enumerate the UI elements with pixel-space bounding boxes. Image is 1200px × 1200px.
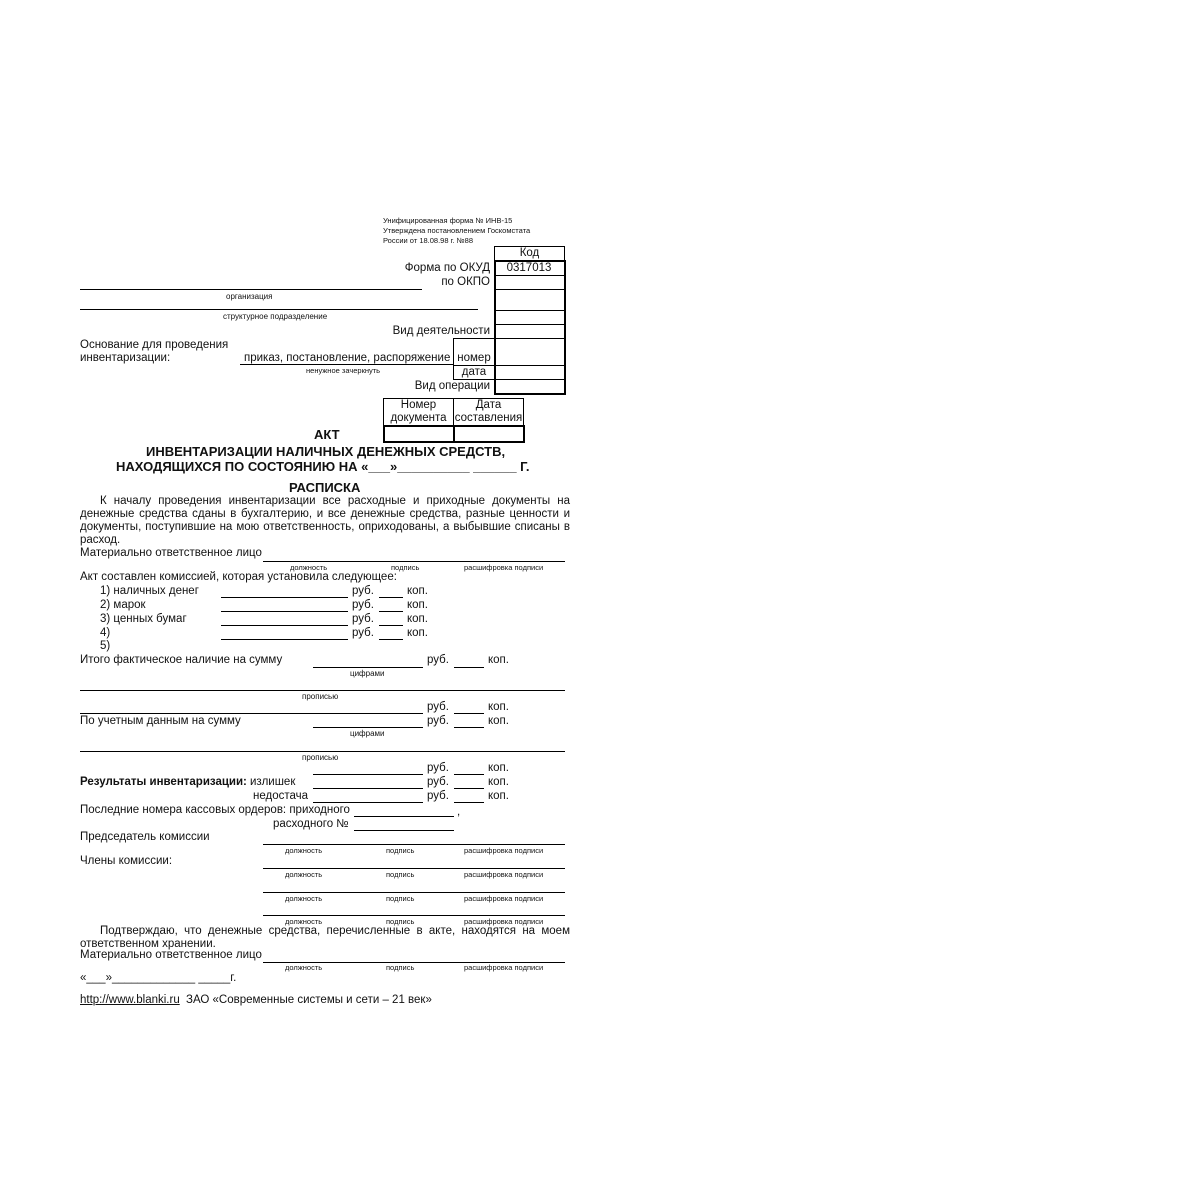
activity-type-label: Вид деятельности xyxy=(392,325,490,337)
code-row-divider xyxy=(496,365,564,366)
signature-caption: подпись xyxy=(386,870,415,879)
surplus-kop-line xyxy=(454,788,484,789)
expense-order-line xyxy=(354,830,454,831)
shortage-rub-line xyxy=(313,802,423,803)
income-order-line xyxy=(354,816,454,817)
code-row-divider xyxy=(496,310,564,311)
basis-label-line1: Основание для проведения xyxy=(80,339,229,351)
form-header-line1: Унифицированная форма № ИНВ-15 xyxy=(383,216,513,225)
fact-total-label: Итого фактическое наличие на сумму xyxy=(80,654,283,666)
basis-number-label: номер xyxy=(457,352,491,364)
basis-value: приказ, постановление, распоряжение xyxy=(244,352,451,364)
position-caption: должность xyxy=(290,563,328,572)
okpo-label: по ОКПО xyxy=(441,276,490,288)
words-caption: прописью xyxy=(302,692,339,701)
fact-words-line xyxy=(80,690,565,691)
item-rub-line xyxy=(221,625,348,626)
kop-label: коп. xyxy=(488,654,509,666)
decode-caption: расшифровка подписи xyxy=(464,894,544,903)
form-header-line2: Утверждена постановлением Госкомстата xyxy=(383,226,531,235)
act-title: АКТ xyxy=(314,427,340,442)
code-row-divider xyxy=(496,379,564,380)
item-kop-line xyxy=(379,611,403,612)
rub-label: руб. xyxy=(352,613,374,625)
shortage-kop-line xyxy=(454,802,484,803)
item-rub-line xyxy=(221,611,348,612)
commission-intro: Акт составлен комиссией, которая установила следующее: xyxy=(80,571,397,583)
member-signature-line xyxy=(263,915,565,916)
kod-header: Код xyxy=(519,247,540,259)
doc-date-label-2: составления xyxy=(454,412,523,424)
item-kop-line xyxy=(379,597,403,598)
item-securities-label: 3) ценных бумаг xyxy=(100,613,187,625)
account-words-line xyxy=(80,751,565,752)
rub-label: руб. xyxy=(352,627,374,639)
signature-caption: подпись xyxy=(386,846,415,855)
digits-caption: цифрами xyxy=(350,729,385,738)
department-line xyxy=(80,309,478,310)
position-caption: должность xyxy=(285,870,323,879)
item-kop-line xyxy=(379,639,403,640)
item-stamps-label: 2) марок xyxy=(100,599,146,611)
kop-label: коп. xyxy=(407,613,428,625)
kop-label: коп. xyxy=(407,599,428,611)
footer-link[interactable]: http://www.blanki.ru xyxy=(80,994,180,1006)
doc-number-label-2: документа xyxy=(390,412,447,424)
kop-label: коп. xyxy=(488,715,509,727)
rub-label: руб. xyxy=(427,654,449,666)
decode-caption: расшифровка подписи xyxy=(464,563,544,572)
code-row-divider xyxy=(496,324,564,325)
item-rub-line xyxy=(221,639,348,640)
account-kop-line xyxy=(454,727,484,728)
kop-label: коп. xyxy=(488,776,509,788)
code-row-divider xyxy=(496,275,564,276)
chairman-signature-line xyxy=(263,844,565,845)
chairman-label: Председатель комиссии xyxy=(80,831,210,843)
decode-caption: расшифровка подписи xyxy=(464,870,544,879)
signature-caption: подпись xyxy=(386,917,415,926)
position-caption: должность xyxy=(285,894,323,903)
signature-caption: подпись xyxy=(386,963,415,972)
doc-date-label-1: Дата xyxy=(475,399,502,411)
rub-label: руб. xyxy=(427,762,449,774)
fact-words-kop-line xyxy=(454,713,484,714)
organization-line xyxy=(80,289,422,290)
rub-label: руб. xyxy=(427,776,449,788)
footer-company: ЗАО «Современные системы и сети – 21 век» xyxy=(186,994,432,1006)
item-5-label: 5) xyxy=(100,640,111,652)
confirm-text: Подтверждаю, что денежные средства, перечисленные в акте, находятся на моем ответственном хранении. xyxy=(80,925,570,950)
account-digits-line xyxy=(313,727,423,728)
rub-label: руб. xyxy=(427,790,449,802)
kop-label: коп. xyxy=(488,762,509,774)
member-signature-line xyxy=(263,868,565,869)
responsible-person-label-2: Материально ответственное лицо xyxy=(80,949,262,961)
department-caption: структурное подразделение xyxy=(223,312,328,321)
rub-label: руб. xyxy=(352,585,374,597)
code-row-divider xyxy=(496,289,564,290)
doc-number-label-1: Номер xyxy=(400,399,437,411)
position-caption: должность xyxy=(285,963,323,972)
basis-date-label: дата xyxy=(461,366,487,378)
decode-caption: расшифровка подписи xyxy=(464,846,544,855)
act-subtitle-line1: ИНВЕНТАРИЗАЦИИ НАЛИЧНЫХ ДЕНЕЖНЫХ СРЕДСТВ, xyxy=(146,444,506,459)
okud-label: Форма по ОКУД xyxy=(404,262,490,274)
rub-label: руб. xyxy=(427,701,449,713)
income-order-comma: , xyxy=(457,806,461,818)
receipt-text: К началу проведения инвентаризации все расходные и приходные документы на денежные средства сданы в бухгалтерию, и все денежные средства, разные ценности и документы, поступившие на мою ответственность, оприходованы, а выбывшие списаны в расход. xyxy=(80,495,570,546)
rub-label: руб. xyxy=(427,715,449,727)
responsible-signature-line xyxy=(263,561,565,562)
words-caption: прописью xyxy=(302,753,339,762)
digits-caption: цифрами xyxy=(350,669,385,678)
doc-number-value-cell xyxy=(383,425,455,443)
receipt-title: РАСПИСКА xyxy=(289,480,361,495)
position-caption: должность xyxy=(285,917,323,926)
okud-code-value: 0317013 xyxy=(506,262,552,274)
members-label: Члены комиссии: xyxy=(80,855,173,867)
shortage-label: недостача xyxy=(253,790,309,802)
surplus-label: излишек xyxy=(250,776,296,788)
item-4-label: 4) xyxy=(100,627,111,639)
kop-label: коп. xyxy=(407,585,428,597)
fact-digits-line xyxy=(313,667,423,668)
fact-kop-line xyxy=(454,667,484,668)
expense-order-label: расходного № xyxy=(273,818,349,830)
account-words-line-2 xyxy=(313,774,423,775)
basis-label-line2: инвентаризации: xyxy=(80,352,171,364)
item-cash-label: 1) наличных денег xyxy=(100,585,199,597)
signature-caption: подпись xyxy=(386,894,415,903)
responsible-person-label: Материально ответственное лицо xyxy=(80,547,262,559)
kop-label: коп. xyxy=(488,790,509,802)
code-row-divider xyxy=(496,338,564,339)
item-kop-line xyxy=(379,625,403,626)
account-words-kop-line xyxy=(454,774,484,775)
last-orders-label: Последние номера кассовых ордеров: приходного xyxy=(80,804,350,816)
surplus-rub-line xyxy=(313,788,423,789)
account-total-label: По учетным данным на сумму xyxy=(80,715,241,727)
decode-caption: расшифровка подписи xyxy=(464,963,544,972)
signature-caption: подпись xyxy=(391,563,420,572)
position-caption: должность xyxy=(285,846,323,855)
operation-type-label: Вид операции xyxy=(414,380,490,392)
act-subtitle-line2: НАХОДЯЩИХСЯ ПО СОСТОЯНИЮ НА «___»__________ ______ Г. xyxy=(116,459,530,474)
member-signature-line xyxy=(263,892,565,893)
decode-caption: расшифровка подписи xyxy=(464,917,544,926)
kop-label: коп. xyxy=(488,701,509,713)
results-label: Результаты инвентаризации: xyxy=(80,776,247,788)
item-rub-line xyxy=(221,597,348,598)
kop-label: коп. xyxy=(407,627,428,639)
basis-line xyxy=(240,364,453,365)
doc-date-value-cell xyxy=(453,425,525,443)
form-header-line3: России от 18.08.98 г. №88 xyxy=(383,236,473,245)
rub-label: руб. xyxy=(352,599,374,611)
date-line: «___»_____________ _____г. xyxy=(80,972,237,984)
code-column xyxy=(494,260,566,395)
basis-caption: ненужное зачеркнуть xyxy=(306,366,381,375)
organization-caption: организация xyxy=(226,292,273,301)
fact-words-line-2 xyxy=(80,713,423,714)
